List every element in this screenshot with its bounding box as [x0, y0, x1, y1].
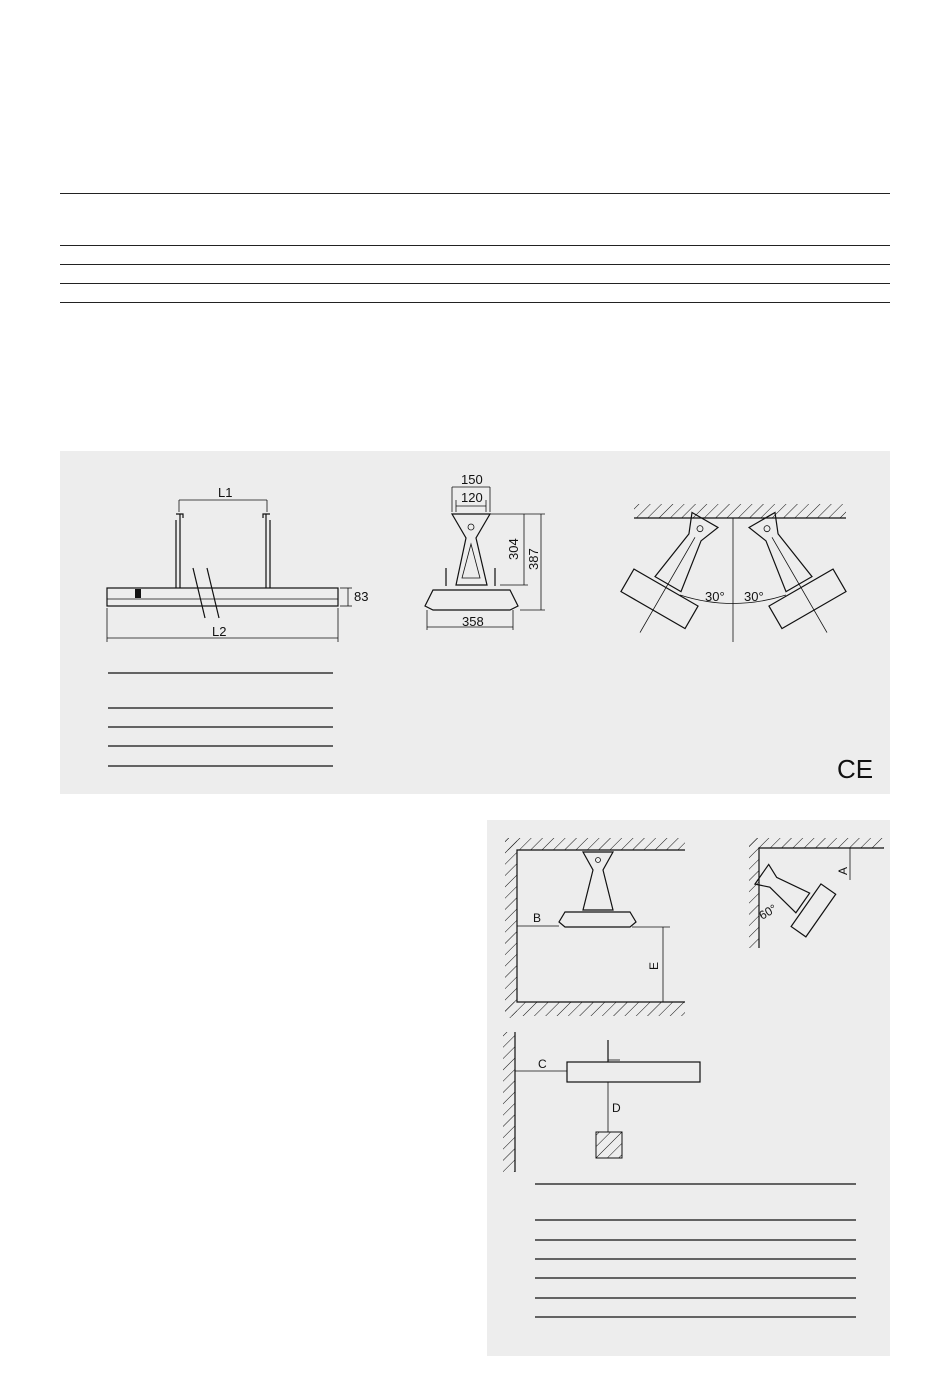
dim-120: 120 — [461, 490, 483, 505]
dim-358: 358 — [462, 614, 484, 629]
install-d: D — [612, 1101, 621, 1115]
install-c: C — [538, 1057, 547, 1071]
install-angle: 60° — [756, 901, 780, 923]
dim-387: 387 — [526, 548, 541, 570]
dim-height: 83 — [354, 589, 369, 604]
dim-l2: L2 — [212, 624, 227, 639]
install-b: B — [533, 911, 542, 925]
angle-right: 30° — [744, 589, 764, 604]
dim-304: 304 — [506, 538, 521, 560]
install-a: A — [836, 866, 850, 875]
ce-mark: CE — [837, 754, 874, 784]
angle-left: 30° — [705, 589, 725, 604]
dim-l1: L1 — [218, 485, 233, 500]
install-e: E — [647, 961, 661, 970]
dim-150: 150 — [461, 472, 483, 487]
